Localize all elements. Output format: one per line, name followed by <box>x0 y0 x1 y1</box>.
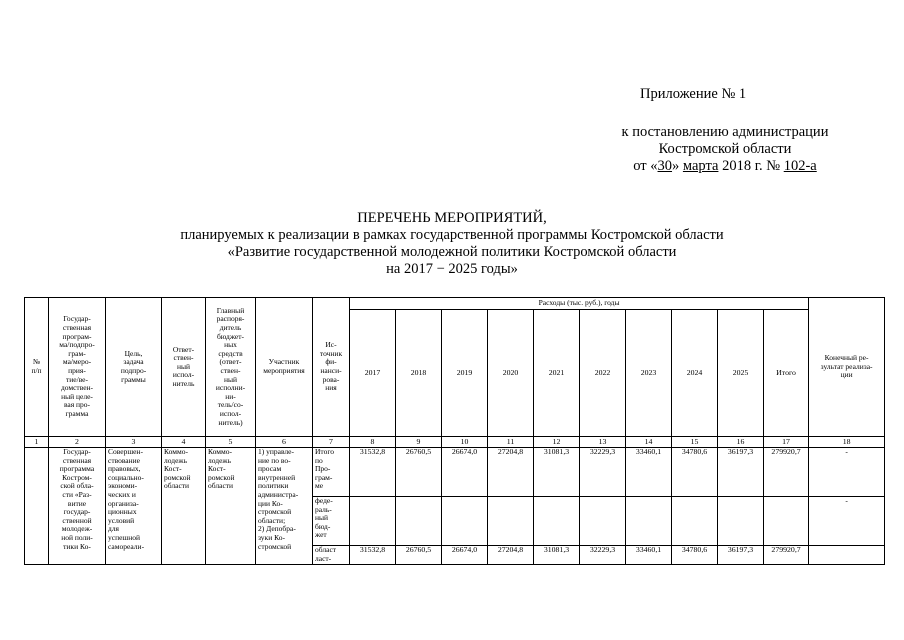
column-number: 12 <box>534 437 580 448</box>
cell-result: - <box>809 497 885 546</box>
cell-value <box>672 497 718 546</box>
header-goal: Цель, задача подпро- граммы <box>106 298 162 437</box>
cell-budget-manager: Коммо- лодежь Кост- ромской области <box>206 448 256 565</box>
column-number: 11 <box>488 437 534 448</box>
appendix-line2: Костромской области <box>658 141 792 157</box>
header-year: 2023 <box>626 310 672 437</box>
cell-value: 33460,1 <box>626 546 672 565</box>
column-number: 10 <box>442 437 488 448</box>
cell-value: 31081,3 <box>534 546 580 565</box>
header-funding-source: Ис- точник фи- нанси- рова- ния <box>313 298 350 437</box>
header-year: 2021 <box>534 310 580 437</box>
column-numbers-row <box>25 437 885 448</box>
date-month: марта <box>682 158 719 174</box>
cell-value <box>350 497 396 546</box>
cell-value <box>534 497 580 546</box>
header-responsible: Ответ- ствен- ный испол- нитель <box>162 298 206 437</box>
cell-value <box>488 497 534 546</box>
title-line2: планируемых к реализации в рамках государственной программы Костромской области <box>180 227 724 243</box>
header-year: 2020 <box>488 310 534 437</box>
column-number: 14 <box>626 437 672 448</box>
cell-value <box>396 497 442 546</box>
cell-value: 34780,6 <box>672 448 718 497</box>
cell-result: - <box>809 448 885 497</box>
document-title <box>0 210 904 278</box>
cell-source: област ласт- <box>313 546 350 565</box>
cell-result <box>809 546 885 565</box>
cell-value: 27204,8 <box>488 546 534 565</box>
cell-program: Государ- ственная программа Костром- ской обла- сти «Раз- витие государ- ственной молодеж- ной поли- тики Ко- <box>49 448 106 565</box>
cell-value: 27204,8 <box>488 448 534 497</box>
cell-value: 31532,8 <box>350 546 396 565</box>
table-row <box>25 448 885 497</box>
cell-value: 26760,5 <box>396 546 442 565</box>
column-number: 16 <box>718 437 764 448</box>
appendix-line1: к постановлению администрации <box>621 124 829 140</box>
cell-total: 279920,7 <box>764 448 809 497</box>
date-year: 2018 г. № <box>718 158 784 174</box>
date-mid: » <box>672 158 683 174</box>
header-year: 2024 <box>672 310 718 437</box>
column-number: 13 <box>580 437 626 448</box>
activities-table <box>24 297 885 565</box>
cell-value: 32229,3 <box>580 448 626 497</box>
header-participant: Участник мероприятия <box>256 298 313 437</box>
column-number: 6 <box>256 437 313 448</box>
cell-total <box>764 497 809 546</box>
header-total: Итого <box>764 310 809 437</box>
cell-responsible: Коммо- лодежь Кост- ромской области <box>162 448 206 565</box>
cell-participant: 1) управле- ние по во- просам внутренней политики администра- ции Ко- стромской области; 2) Депобра- зуки Ко- стромской <box>256 448 313 565</box>
column-number: 17 <box>764 437 809 448</box>
cell-value: 36197,3 <box>718 546 764 565</box>
cell-value: 36197,3 <box>718 448 764 497</box>
header-budget-manager: Главный распоря- дитель бюджет- ных средств (ответ- ствен- ный исполни- ни- тель/со- испол- нитель) <box>206 298 256 437</box>
cell-row-number <box>25 448 49 565</box>
cell-value <box>718 497 764 546</box>
cell-value: 26674,0 <box>442 448 488 497</box>
header-year: 2025 <box>718 310 764 437</box>
cell-value: 26760,5 <box>396 448 442 497</box>
header-expenses: Расходы (тыс. руб.), годы <box>350 298 809 310</box>
cell-value <box>442 497 488 546</box>
column-number: 8 <box>350 437 396 448</box>
header-year: 2018 <box>396 310 442 437</box>
column-number: 18 <box>809 437 885 448</box>
column-number: 5 <box>206 437 256 448</box>
cell-goal: Совершен- ствование правовых, социально- экономи- ческих и организа- ционных условий для успешной самореали- <box>106 448 162 565</box>
header-number: № п/п <box>25 298 49 437</box>
cell-source: Итого по Про- грам- ме <box>313 448 350 497</box>
column-number: 1 <box>25 437 49 448</box>
title-line4: на 2017 − 2025 годы» <box>386 261 518 277</box>
cell-value: 31081,3 <box>534 448 580 497</box>
cell-value <box>626 497 672 546</box>
cell-total: 279920,7 <box>764 546 809 565</box>
cell-value: 26674,0 <box>442 546 488 565</box>
cell-value: 34780,6 <box>672 546 718 565</box>
column-number: 9 <box>396 437 442 448</box>
title-line3: «Развитие государственной молодежной политики Костромской области <box>227 244 677 260</box>
header-year: 2017 <box>350 310 396 437</box>
date-day: 30 <box>657 158 673 174</box>
appendix-date <box>590 158 860 175</box>
column-number: 2 <box>49 437 106 448</box>
cell-value: 32229,3 <box>580 546 626 565</box>
cell-value <box>580 497 626 546</box>
column-number: 4 <box>162 437 206 448</box>
column-number: 15 <box>672 437 718 448</box>
document-number: 102-а <box>783 158 817 174</box>
column-number: 7 <box>313 437 350 448</box>
cell-source: феде- раль- ный бюд- жет <box>313 497 350 546</box>
date-prefix: от « <box>633 158 658 174</box>
title-line1: ПЕРЕЧЕНЬ МЕРОПРИЯТИЙ, <box>357 210 547 226</box>
cell-value: 33460,1 <box>626 448 672 497</box>
header-program: Государ- ственная програм- ма/подпро- грам- ма/меро- прия- тие/ве- домствен- ный целе- вая про- грамма <box>49 298 106 437</box>
cell-value: 31532,8 <box>350 448 396 497</box>
column-number: 3 <box>106 437 162 448</box>
header-year: 2019 <box>442 310 488 437</box>
header-year: 2022 <box>580 310 626 437</box>
appendix-label: Приложение № 1 <box>640 86 747 102</box>
header-result: Конечный ре- зультат реализа- ции <box>809 298 885 437</box>
